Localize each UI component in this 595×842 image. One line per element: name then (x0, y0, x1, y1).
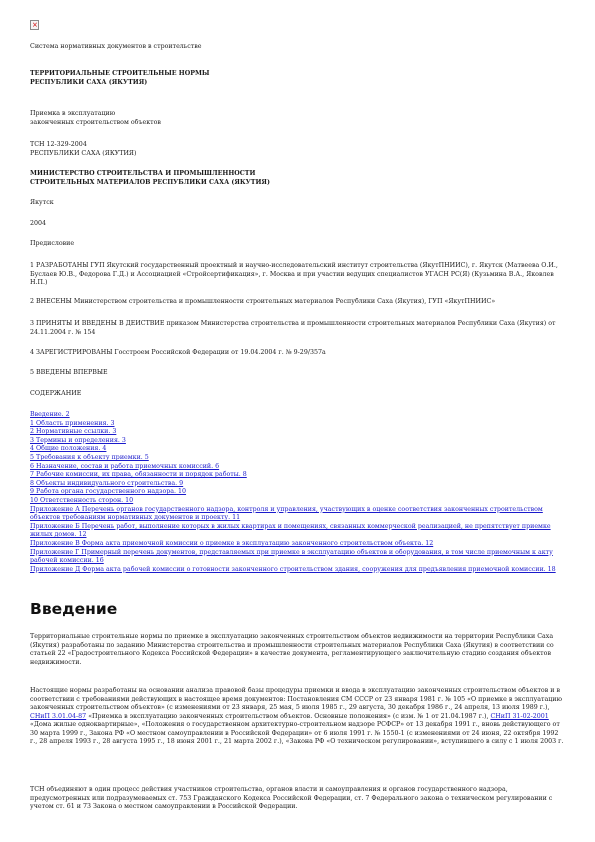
toc-link-section-6[interactable]: 6 Назначение, состав и работа приемочных комиссий. 6 (30, 462, 220, 470)
toc-link-section-3[interactable]: 3 Термины и определения. 3 (30, 436, 126, 444)
toc-item (30, 445, 566, 454)
intro-paragraph-2 (30, 687, 566, 747)
ministry-line2: СТРОИТЕЛЬНЫХ МАТЕРИАЛОВ РЕСПУБЛИКИ САХА (ЯКУТИЯ) (30, 179, 270, 186)
table-of-contents (30, 411, 566, 574)
toc-item (30, 506, 566, 523)
site-title: Система нормативных документов в строительстве (30, 43, 202, 50)
introduction-heading: Введение (30, 600, 118, 618)
toc-link-introduction[interactable]: Введение. 2 (30, 411, 70, 418)
toc-item (30, 428, 566, 437)
toc-link-appendix-v[interactable]: Приложение В Форма акта приемочной комиссии о приемке в эксплуатацию законченного строительством объекта. 12 (30, 539, 434, 547)
intro-paragraph-3: ТСН объединяют в один процесс действия участников строительства, органов власти и самоуправления и органов государственного надзора, предусмотренных или подразумеваемых ст. 753 Гражданского Кодекса Российской Федерации, ст. 7 Федерального закона о техническом регулировании с учетом ст. 61 и 73 Закона о местном самоуправлении в Российской Федерации. (30, 786, 553, 810)
foreword-item-1: 1 РАЗРАБОТАНЫ ГУП Якутский государственный проектный и научно-исследовательский институт строительства (ЯкутПНИИС), г. Якутск (Матвеева О.И., Буслаев Ю.В., Федорова Г.Д.) и Ассоциацией «Стройсертификация», г. Москва и при участии ведущих специалистов УГАСН РС(Я) (Кузьмина В.А., Яковлев Н.П.) (30, 262, 558, 286)
toc-item (30, 420, 566, 429)
foreword-heading: Предисловие (30, 240, 75, 247)
snip-3-01-04-87-link[interactable]: СНиП 3.01.04-87 (30, 712, 87, 720)
toc-link-section-7[interactable]: 7 Рабочие комиссии, их права, обязанности и порядок работы. 8 (30, 471, 247, 479)
foreword-item-5: 5 ВВЕДЕНЫ ВПЕРВЫЕ (30, 369, 108, 376)
toc-item (30, 488, 566, 497)
toc-link-section-10[interactable]: 10 Ответственность сторон. 10 (30, 496, 134, 504)
contents-heading: СОДЕРЖАНИЕ (30, 390, 82, 397)
toc-link-appendix-g[interactable]: Приложение Г Примерный перечень документов, представляемых при приемке в эксплуатацию объектов и оборудования, в том числе приемочным к акту рабочей комиссии. 16 (30, 548, 553, 565)
toc-item (30, 471, 566, 480)
toc-link-section-4[interactable]: 4 Общие положения. 4 (30, 445, 107, 453)
broken-image-icon: × (32, 21, 38, 29)
toc-link-section-9[interactable]: 9 Работа органа государственного надзора. 10 (30, 488, 187, 496)
toc-item (30, 549, 566, 566)
toc-link-appendix-b[interactable]: Приложение Б Перечень работ, выполнение которых в жилых квартирах и помещениях, связанных коммерческой реализацией, не препятствует приемке жилых домов. 12 (30, 522, 551, 539)
toc-item (30, 566, 566, 575)
foreword-item-3: 3 ПРИНЯТЫ И ВВЕДЕНЫ В ДЕЙСТВИЕ приказом Министерства строительства и промышленности строительных материалов Республики Саха (Якутия) от 24.11.2004 г. № 154 (30, 320, 556, 336)
doc-code: ТСН 12-329-2004 (30, 141, 87, 148)
city: Якутск (30, 199, 54, 206)
toc-item (30, 497, 566, 506)
toc-item (30, 454, 566, 463)
toc-link-section-1[interactable]: 1 Область применения. 3 (30, 419, 115, 427)
toc-link-appendix-a[interactable]: Приложение А Перечень органов государственного надзора, контроля и управления, участвующих в оценке соответствия законченных строительством объектов требованиям нормативных документов и проекту. 11 (30, 505, 543, 522)
doc-title-line1: Приемка в эксплуатацию (30, 110, 116, 117)
toc-link-section-5[interactable]: 5 Требования к объекту приемки. 5 (30, 453, 149, 461)
doc-type-line2: РЕСПУБЛИКИ САХА (ЯКУТИЯ) (30, 79, 148, 86)
intro-paragraph-1: Территориальные строительные нормы по приемке в эксплуатацию законченных строительством объектов недвижимости на территории Республики Саха (Якутия) разработаны по заданию Министерства строительства и промышленности строительных материалов Республики Саха (Якутия) в соответствии со статьей 22 «Градостроительного Кодекса Российской Федерации» в качестве документа, регламентирующего заключительную стадию создания объектов недвижимости. (30, 633, 554, 666)
toc-link-section-2[interactable]: 2 Нормативные ссылки. 3 (30, 428, 117, 436)
intro-paragraph-2-text-c: «Дома жилые одноквартирные», «Положения о государственном архитектурно-строительном надзоре РСФСР» от 13 декабря 1991 г., вновь действующего от 30 марта 1999 г., Закона РФ «О местном самоуправлении в Российской Федерации» от 6 июля 1991 г. № 1550-1 (с изменениями от 24 июня, 22 октября 1992 г., 28 апреля 1993 г., 28 августа 1995 г., 18 июня 2001 г., 21 марта 2002 г.), «Закона РФ «О техническом регулировании», вступившего в силу с 1 июля 2003 г. (30, 721, 564, 745)
toc-item (30, 523, 566, 540)
foreword-item-2: 2 ВНЕСЕНЫ Министерством строительства и промышленности строительных материалов Республики Саха (Якутия), ГУП «ЯкутПНИИС» (30, 298, 496, 305)
doc-title-line2: законченных строительством объектов (30, 119, 161, 126)
doc-region: РЕСПУБЛИКИ САХА (ЯКУТИЯ) (30, 150, 137, 157)
doc-type-line1: ТЕРРИТОРИАЛЬНЫЕ СТРОИТЕЛЬНЫЕ НОРМЫ (30, 70, 210, 77)
toc-item (30, 437, 566, 446)
toc-link-section-8[interactable]: 8 Объекты индивидуального строительства. 9 (30, 479, 184, 487)
snip-31-02-2001-link[interactable]: СНиП 31-02-2001 (490, 712, 549, 720)
toc-item (30, 540, 566, 549)
toc-item (30, 480, 566, 489)
intro-paragraph-2-text-b: «Приемка в эксплуатацию законченных строительством объектов. Основные положения» (с изм. № 1 от 21.04.1987 г.), (88, 712, 489, 720)
ministry-line1: МИНИСТЕРСТВО СТРОИТЕЛЬСТВА И ПРОМЫШЛЕННОСТИ (30, 170, 256, 177)
intro-paragraph-2-text-a: Настоящие нормы разработаны на основании анализа правовой базы процедуры приемки и ввода в эксплуатацию законченных строительством объектов и в соответствии с требованиями действующих в настоящее время документов: Постановления СМ СССР от 23 января 1981 г. № 105 «О приемке в эксплуатацию законченных строительством объектов» (с изменениями от 23 января, 25 мая, 5 июля 1985 г., 29 августа, 30 декабря 1986 г., 24 апреля, 13 июля 1989 г.), (30, 687, 562, 711)
foreword-item-4: 4 ЗАРЕГИСТРИРОВАНЫ Госстроем Российской Федерации от 19.04.2004 г. № 9-29/357а (30, 349, 326, 356)
year: 2004 (30, 220, 47, 227)
toc-link-appendix-d[interactable]: Приложение Д Форма акта рабочей комиссии о готовности законченного строительством здания, сооружения для предъявления приемочной комиссии. 18 (30, 565, 556, 573)
toc-item (30, 411, 566, 420)
toc-item (30, 463, 566, 472)
